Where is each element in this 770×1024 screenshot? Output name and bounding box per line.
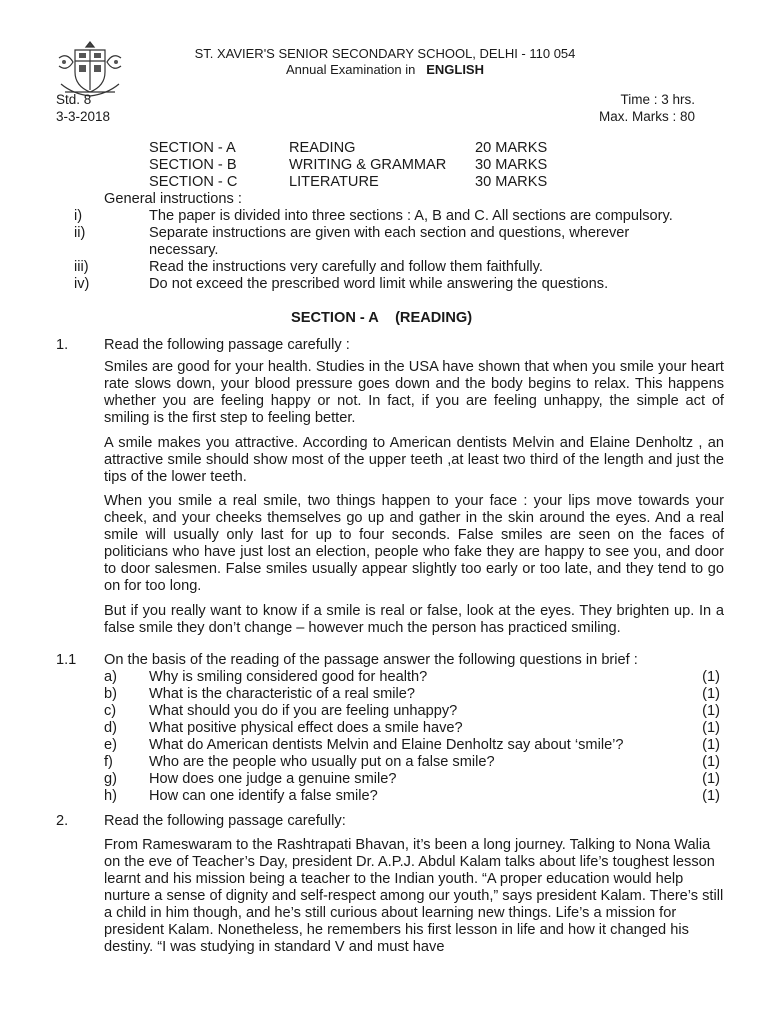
question-prompt: Read the following passage carefully: <box>104 813 346 829</box>
question-prompt: On the basis of the reading of the passage answer the following questions in brief : <box>104 652 638 668</box>
sub-question-marks: (1) <box>702 771 720 787</box>
sub-question-text: What do American dentists Melvin and Elaine Denholtz say about ‘smile’? <box>149 737 624 753</box>
instruction-text: Do not exceed the prescribed word limit while answering the questions. <box>149 276 609 292</box>
sub-question-marks: (1) <box>702 754 720 770</box>
section-name: SECTION - A <box>149 140 236 156</box>
exam-subject: ENGLISH <box>426 62 484 77</box>
sub-question-label: b) <box>104 686 117 702</box>
instruction-text: necessary. <box>149 242 219 258</box>
instruction-num: i) <box>74 208 83 224</box>
instruction-text: Read the instructions very carefully and follow them faithfully. <box>149 259 543 275</box>
section-title: WRITING & GRAMMAR <box>289 157 447 173</box>
instructions-heading: General instructions : <box>104 191 242 207</box>
sub-question-text: What is the characteristic of a real smile? <box>149 686 416 702</box>
instruction-num: iv) <box>74 276 90 292</box>
sub-question-marks: (1) <box>702 669 720 685</box>
exam-date: 3-3-2018 <box>56 109 111 124</box>
sub-question-text: Who are the people who usually put on a false smile? <box>149 754 495 770</box>
section-name: SECTION - B <box>149 157 237 173</box>
section-title: READING <box>289 140 356 156</box>
std-label: Std. 8 <box>56 92 92 107</box>
sub-question-label: g) <box>104 771 117 787</box>
sub-question-label: e) <box>104 737 117 753</box>
instruction-text: Separate instructions are given with each section and questions, wherever <box>149 225 630 241</box>
section-marks: 30 MARKS <box>475 157 548 173</box>
section-name: SECTION - C <box>149 174 238 190</box>
sub-question-label: f) <box>104 754 113 770</box>
passage-paragraph: From Rameswaram to the Rashtrapati Bhavan, it’s been a long journey. Talking to Nona Walia on the eve of Teacher’s Day, president Dr. A.P.J. Abdul Kalam talks about life’s toughest lesson learnt and his mission being a teacher to the Indian youth. “A proper education would help nurture a sense of dignity and self-respect among our youth,” says president Kalam. There’s still a child in him though, and he’s still curious about learning new things. Life’s a mission for president Kalam. Nonetheless, he remembers his first lesson in life and how it changed his destiny. “I was studying in standard V and must have <box>104 837 724 955</box>
instruction-text: The paper is divided into three sections : A, B and C. All sections are compulsory. <box>149 208 673 224</box>
section-title: LITERATURE <box>289 174 379 190</box>
sub-question-label: h) <box>104 788 117 804</box>
passage-paragraph: Smiles are good for your health. Studies in the USA have shown that when you smile your heart rate slows down, your blood pressure goes down and the body begins to relax. This happens whether you are feeling happy or not. In fact, if you are feeling unhappy, the simple act of smiling is the first step to feeling better. <box>104 359 724 426</box>
sub-question-text: Why is smiling considered good for health? <box>149 669 428 685</box>
exam-prefix: Annual Examination in <box>286 62 416 77</box>
sub-question-text: What positive physical effect does a smile have? <box>149 720 463 736</box>
section-a-label: SECTION - A <box>291 310 379 326</box>
school-name: ST. XAVIER'S SENIOR SECONDARY SCHOOL, DELHI - 110 054 <box>194 46 576 61</box>
max-marks: Max. Marks : 80 <box>598 109 695 124</box>
question-prompt: Read the following passage carefully : <box>104 337 350 353</box>
passage-paragraph: A smile makes you attractive. According to American dentists Melvin and Elaine Denholtz , an attractive smile should show most of the upper teeth ,at least two third of the length and just the tips of the lower teeth. <box>104 435 724 485</box>
sub-question-marks: (1) <box>702 737 720 753</box>
sub-question-label: a) <box>104 669 117 685</box>
sub-question-label: c) <box>104 703 117 719</box>
question-number: 1.1 <box>56 652 77 668</box>
question-number: 1. <box>56 337 69 353</box>
sub-question-label: d) <box>104 720 117 736</box>
sub-question-text: How does one judge a genuine smile? <box>149 771 397 787</box>
sub-question-marks: (1) <box>702 703 720 719</box>
sub-question-marks: (1) <box>702 686 720 702</box>
passage-paragraph: When you smile a real smile, two things happen to your face : your lips move towards your cheek, and your cheeks themselves go up and gather in the skin around the eyes. And a real smile will usually only last for up to four seconds. False smiles are seen on the faces of politicians who have just lost an election, people who fake they are happy to see you, and door to door salesmen. False smiles usually appear slightly too early or too late, and they tend to go on for too long. <box>104 493 724 594</box>
sub-question-marks: (1) <box>702 788 720 804</box>
sub-question-text: What should you do if you are feeling unhappy? <box>149 703 458 719</box>
sub-question-text: How can one identify a false smile? <box>149 788 378 804</box>
instruction-num: iii) <box>74 259 89 275</box>
section-a-heading <box>291 310 472 326</box>
instruction-num: ii) <box>74 225 86 241</box>
time-allowed: Time : 3 hrs. <box>620 92 695 107</box>
exam-title <box>0 62 770 77</box>
sub-question-marks: (1) <box>702 720 720 736</box>
section-a-sub: (READING) <box>395 310 473 326</box>
passage-paragraph: But if you really want to know if a smile is real or false, look at the eyes. They brighten up. In a false smile they don’t change – however much the person has practiced smiling. <box>104 603 724 636</box>
question-number: 2. <box>56 813 69 829</box>
section-marks: 20 MARKS <box>475 140 548 156</box>
section-marks: 30 MARKS <box>475 174 548 190</box>
